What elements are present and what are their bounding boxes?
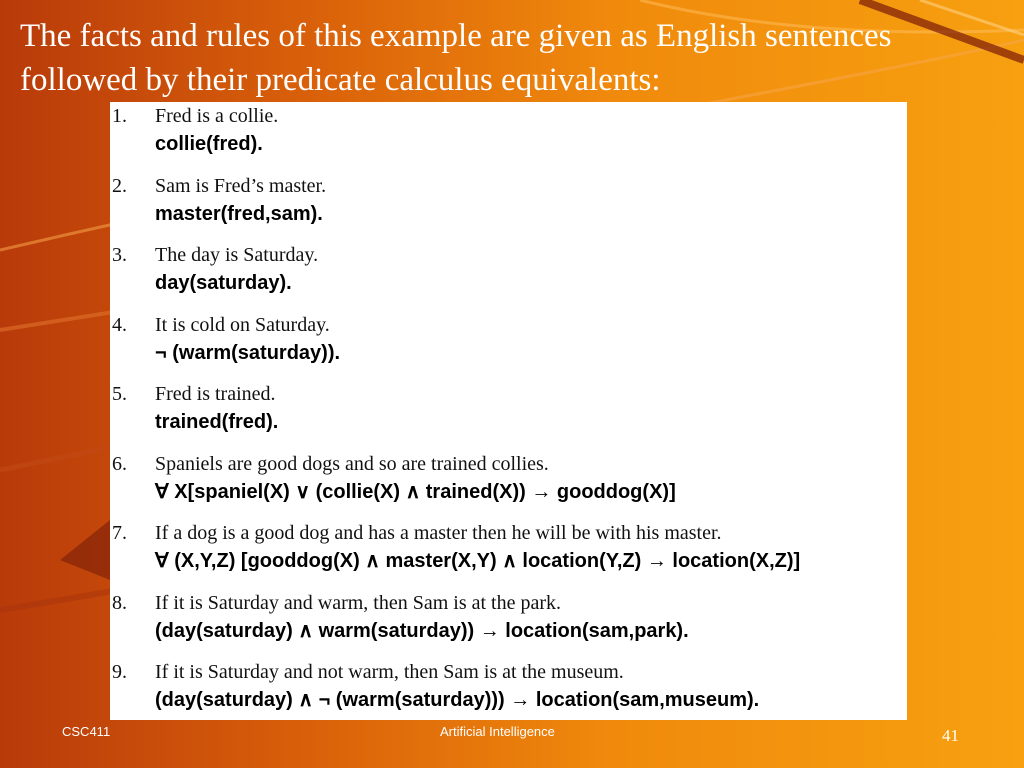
footer-subject: Artificial Intelligence [440, 724, 555, 739]
item-body [155, 311, 907, 367]
item-number: 5. [112, 383, 127, 405]
list-item [112, 102, 907, 158]
predicate-formula: master(fred,sam). [155, 202, 323, 225]
english-sentence: Spaniels are good dogs and so are trained collies. [155, 452, 549, 475]
list-item [112, 172, 907, 228]
english-sentence: It is cold on Saturday. [155, 313, 330, 336]
item-number: 8. [112, 591, 127, 614]
page-number: 41 [942, 726, 959, 745]
list-item [112, 311, 907, 367]
predicate-formula: collie(fred). [155, 133, 263, 155]
english-sentence: The day is Saturday. [155, 244, 319, 266]
english-sentence: If a dog is a good dog and has a master then he will be with his master. [155, 522, 722, 544]
predicate-formula: day(saturday). [155, 272, 292, 294]
item-number: 2. [112, 174, 127, 197]
predicate-formula: ∀ X[spaniel(X) ∨ (collie(X) ∧ trained(X)) → gooddog(X)] [155, 480, 676, 503]
item-number: 1. [112, 105, 127, 127]
item-number: 4. [112, 313, 127, 336]
footer-course: CSC411 [62, 724, 111, 739]
english-sentence: Fred is trained. [155, 383, 276, 405]
item-body [155, 172, 907, 228]
predicate-formula: (day(saturday) ∧ ¬ (warm(saturday))) → location(sam,museum). [155, 689, 760, 711]
item-body [155, 519, 907, 575]
predicate-formula: ∀ (X,Y,Z) [gooddog(X) ∧ master(X,Y) ∧ location(Y,Z) → location(X,Z)] [155, 550, 801, 572]
item-body [155, 102, 907, 158]
slide-title: The facts and rules of this example are given as English sentences followed by their predicate calculus equivalents: [20, 18, 892, 98]
list-item [112, 589, 907, 645]
item-body [155, 241, 907, 297]
list-item [112, 450, 907, 506]
english-sentence: Fred is a collie. [155, 105, 279, 127]
list-item [112, 519, 907, 575]
english-sentence: Sam is Fred’s master. [155, 174, 327, 197]
content-box [110, 102, 907, 720]
list-item [112, 380, 907, 436]
item-body [155, 450, 907, 506]
predicate-formula: trained(fred). [155, 411, 279, 433]
item-number: 9. [112, 661, 127, 683]
english-sentence: If it is Saturday and warm, then Sam is at the park. [155, 591, 562, 614]
predicate-formula: ¬ (warm(saturday)). [155, 341, 341, 364]
english-sentence: If it is Saturday and not warm, then Sam is at the museum. [155, 661, 624, 683]
item-number: 3. [112, 244, 127, 266]
list-item [112, 241, 907, 297]
item-body [155, 589, 907, 645]
item-body [155, 380, 907, 436]
predicate-formula: (day(saturday) ∧ warm(saturday)) → location(sam,park). [155, 619, 689, 642]
list-item [112, 658, 907, 714]
item-number: 7. [112, 522, 127, 544]
item-number: 6. [112, 452, 127, 475]
item-body [155, 658, 907, 714]
